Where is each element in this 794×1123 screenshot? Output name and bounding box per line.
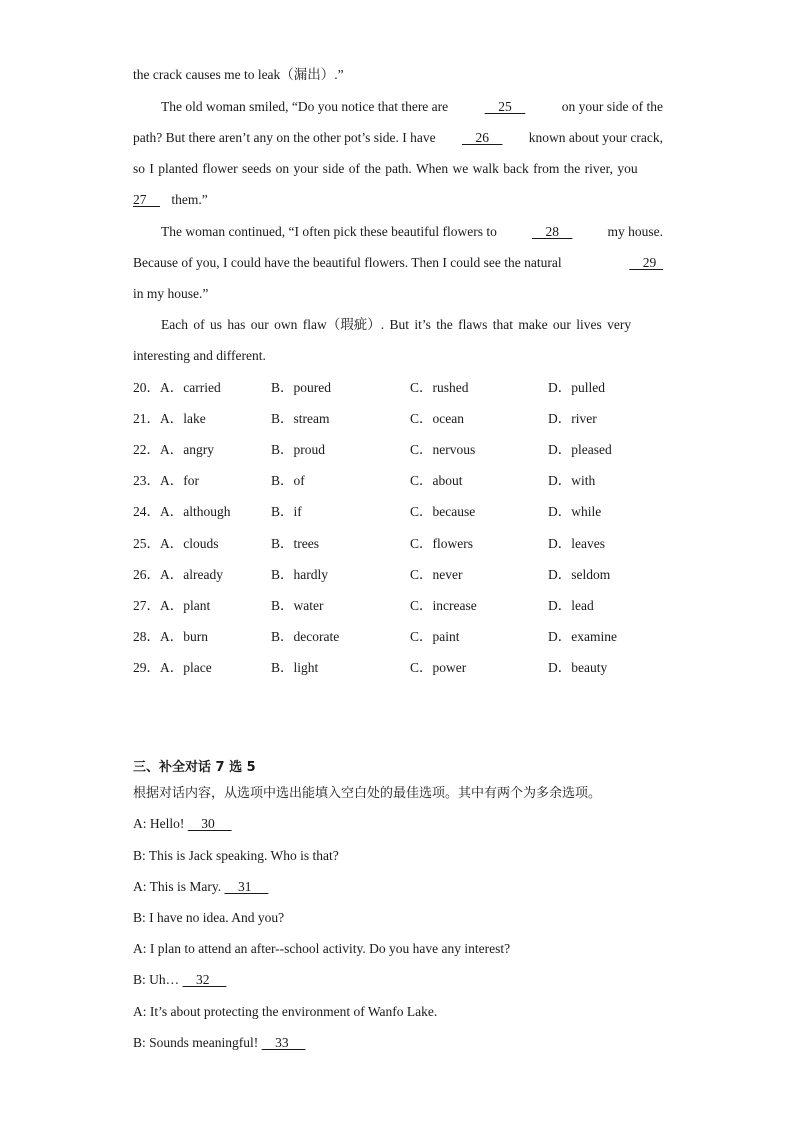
option-c: C．nervous [410,442,476,457]
option-c: C．because [410,504,476,519]
option-c: C．ocean [410,411,464,426]
passage-text: so I planted flower seeds on your side of the path. When we walk back from the river, you [133,161,638,176]
option-b: B．hardly [271,567,328,582]
option-row [133,565,663,585]
option-c: C．about [410,473,463,488]
option-a: 23．A．for [133,473,199,488]
dialogue-line [133,939,510,959]
option-row [133,658,663,678]
option-row [133,409,663,429]
passage-text: Because of you, I could have the beautiful flowers. Then I could see the natural [133,255,562,270]
blank-26: 26 [461,130,503,145]
passage-text: in my house.” [133,286,209,301]
option-b: B．trees [271,536,319,551]
passage-text: The woman continued, “I often pick these beautiful flowers to [161,224,497,239]
option-d: D．river [548,411,597,426]
option-d: D．pleased [548,442,612,457]
option-c: C．increase [410,598,477,613]
option-a: 26．A．already [133,567,223,582]
passage-line [161,315,663,335]
option-a: 29．A．place [133,660,212,675]
option-a: 27．A．plant [133,598,211,613]
passage-text: The old woman smiled, “Do you notice that there are [161,99,449,114]
dialogue-text: B: Uh… [133,972,183,987]
passage-text: my house. [607,224,663,239]
option-b: B．water [271,598,324,613]
option-b: B．poured [271,380,331,395]
option-b: B．of [271,473,305,488]
option-row [133,378,663,398]
passage-text: the crack causes me to leak（漏出）.” [133,67,344,82]
passage-text: interesting and different. [133,348,266,363]
option-a: 24．A．although [133,504,231,519]
passage-line [133,65,663,85]
passage-line [133,128,663,148]
option-c: C．rushed [410,380,469,395]
option-a: 25．A．clouds [133,536,219,551]
option-c: C．never [410,567,463,582]
dialogue-line [133,1002,437,1022]
blank-28: 28 [531,224,573,239]
option-d: D．leaves [548,536,605,551]
blank-27: 27 [133,192,160,207]
dialogue-text: B: Sounds meaningful! [133,1035,262,1050]
passage-line [133,190,663,210]
option-a: 20．A．carried [133,380,221,395]
blank-25: 25 [484,99,526,114]
passage-text: on your side of the [561,99,663,114]
passage-text: them.” [171,192,208,207]
dialogue-line [133,970,226,990]
passage-line [133,284,663,304]
option-d: D．seldom [548,567,611,582]
passage-text: path? But there aren’t any on the other pot’s side. I have [133,130,436,145]
option-row [133,534,663,554]
option-d: D．pulled [548,380,605,395]
option-b: B．decorate [271,629,340,644]
dialogue-line [133,877,268,897]
passage-line [161,222,663,242]
option-a: 22．A．angry [133,442,214,457]
blank-29: 29 [629,255,663,270]
dialogue-text: A: It’s about protecting the environment of Wanfo Lake. [133,1004,438,1019]
option-a: 21．A．lake [133,411,206,426]
passage-line [161,97,663,117]
passage-line [133,159,663,179]
option-c: C．power [410,660,467,675]
blank-30: 30 [187,816,232,831]
dialogue-text: A: This is Mary. [133,879,225,894]
passage-text: known about your crack, [528,130,663,145]
passage-line [133,253,663,273]
option-row [133,440,663,460]
blank-33: 33 [261,1035,306,1050]
section-title: 三、补全对话 7 选 5 [133,760,256,775]
option-b: B．proud [271,442,325,457]
dialogue-line [133,846,339,866]
option-row [133,502,663,522]
blank-32: 32 [182,972,227,987]
option-d: D．beauty [548,660,608,675]
dialogue-text: B: This is Jack speaking. Who is that? [133,848,339,863]
dialogue-line [133,908,284,928]
dialogue-line [133,814,232,834]
option-c: C．paint [410,629,460,644]
option-c: C．flowers [410,536,473,551]
option-d: D．examine [548,629,617,644]
option-a: 28．A．burn [133,629,208,644]
option-row [133,627,663,647]
dialogue-text: B: I have no idea. And you? [133,910,285,925]
option-d: D．with [548,473,596,488]
option-b: B．stream [271,411,330,426]
option-b: B．light [271,660,319,675]
dialogue-line [133,1033,306,1053]
blank-31: 31 [224,879,269,894]
option-d: D．lead [548,598,594,613]
passage-text: Each of us has our own flaw（瑕疵）. But it’s the flaws that make our lives very [161,317,632,332]
option-row [133,471,663,491]
section-instruction: 根据对话内容，从选项中选出能填入空白处的最佳选项。其中有两个为多余选项。 [133,786,602,801]
passage-line [133,346,663,366]
dialogue-text: A: Hello! [133,816,188,831]
option-row [133,596,663,616]
option-b: B．if [271,504,302,519]
option-d: D．while [548,504,602,519]
dialogue-text: A: I plan to attend an after--school activity. Do you have any interest? [133,941,511,956]
